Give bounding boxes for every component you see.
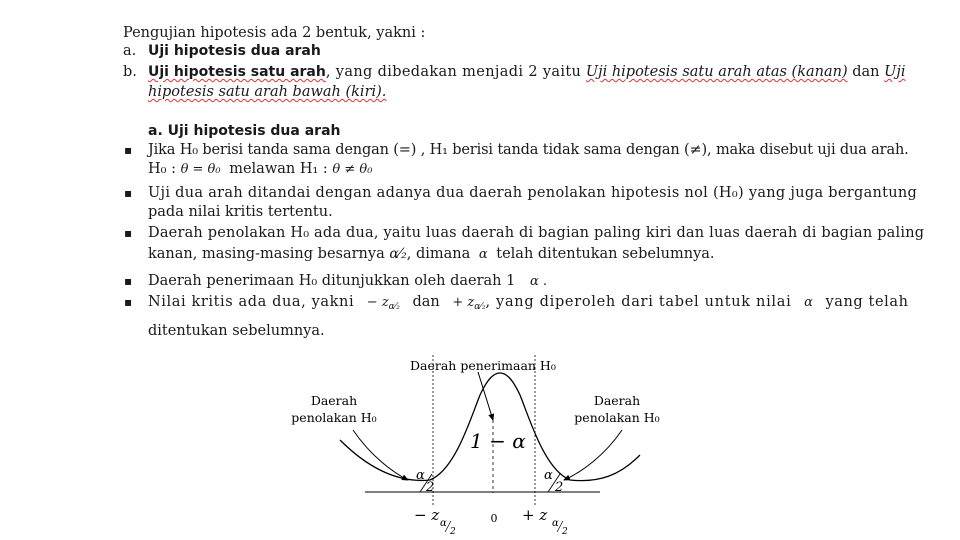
bullet-3-alpha-half: α⁄₂: [389, 246, 407, 262]
bullet-3-mid: , dimana: [406, 246, 471, 262]
intro-item-b-italic2a: Uji: [884, 64, 906, 80]
bullet-5-suffix: yang telah: [825, 294, 909, 310]
bullet-5-mid: , yang diperoleh dari tabel untuk nilai: [485, 294, 792, 310]
bullet-1-math-h1: θ ≠ θ₀: [332, 162, 373, 177]
right-tail-two: 2: [555, 480, 564, 495]
bullet-1-line1: Jika H₀ berisi tanda sama dengan (=) , H₁ berisi tanda tidak sama dengan (≠), maka disebut uji dua arah.: [148, 142, 909, 158]
bullet-1-math-h0: θ = θ₀: [180, 162, 221, 177]
intro-item-b-italic2b: hipotesis satu arah bawah (kiri).: [148, 84, 387, 100]
intro-item-b-marker: b.: [123, 64, 137, 80]
left-rejection-label-1: Daerah: [310, 393, 358, 408]
intro-item-b-mid: , yang dibedakan menjadi 2 yaitu: [325, 64, 582, 80]
pos-z-sub-alpha: α: [552, 518, 559, 529]
bullet-5-pos-z-sub: α⁄₂: [474, 302, 486, 312]
right-tail-alpha: α: [544, 468, 553, 483]
intro-item-a-label: Uji hipotesis dua arah: [148, 43, 321, 59]
bullet-1-marker: ▪: [124, 143, 133, 157]
bullet-2-line2: pada nilai kritis tertentu.: [148, 204, 333, 220]
bullet-5-alpha: α: [804, 295, 813, 310]
bullet-3-prefix: kanan, masing-masing besarnya: [148, 246, 385, 262]
bullet-4-text: Daerah penerimaan H₀ ditunjukkan oleh daerah 1: [148, 273, 516, 289]
left-rejection-arrow: [353, 430, 408, 480]
bullet-5-pos-z: + z: [452, 295, 475, 310]
bullet-2-line1: Uji dua arah ditandai dengan adanya dua daerah penolakan hipotesis nol (H₀) yang juga bergantung: [148, 185, 918, 201]
neg-z-sub-alpha: α: [440, 518, 447, 529]
pos-z-label: + z: [522, 506, 548, 524]
bullet-4-marker: ▪: [124, 274, 133, 288]
intro-item-b-label: Uji hipotesis satu arah: [148, 64, 326, 80]
left-rejection-label-2: penolakan H₀: [291, 410, 377, 425]
bullet-1-h0: H₀ :: [148, 161, 176, 177]
section-heading: a. Uji hipotesis dua arah: [148, 123, 341, 139]
bullet-5-line2: ditentukan sebelumnya.: [148, 323, 325, 339]
zero-label: 0: [490, 512, 498, 525]
bullet-5-neg-z: − z: [366, 295, 389, 310]
right-rejection-arrow: [564, 430, 622, 480]
left-tail-two: 2: [426, 480, 435, 495]
bullet-3-marker: ▪: [124, 226, 133, 240]
bullet-5-prefix: Nilai kritis ada dua, yakni: [148, 294, 355, 310]
pos-z-sub-two: 2: [562, 527, 568, 537]
intro-item-a-marker: a.: [123, 43, 137, 59]
intro-item-b-and: dan: [852, 64, 880, 80]
acceptance-label: Daerah penerimaan H₀: [410, 358, 556, 373]
neg-z-sub-two: 2: [450, 527, 456, 537]
bullet-3-suffix: telah ditentukan sebelumnya.: [496, 246, 715, 262]
left-tail-alpha: α: [416, 468, 425, 483]
right-rejection-label-1: Daerah: [593, 393, 641, 408]
intro-item-b-italic1: Uji hipotesis satu arah atas (kanan): [585, 64, 848, 80]
bullet-1-versus: melawan H₁ :: [229, 161, 328, 177]
bullet-3-line1: Daerah penolakan H₀ ada dua, yaitu luas daerah di bagian paling kiri dan luas daerah di bagian paling: [148, 225, 925, 241]
intro-heading: Pengujian hipotesis ada 2 bentuk, yakni :: [123, 25, 426, 41]
bullet-4-alpha: α .: [529, 274, 548, 289]
right-rejection-label-2: penolakan H₀: [574, 410, 660, 425]
bullet-5-marker: ▪: [124, 295, 133, 309]
bullet-3-alpha: α: [478, 247, 488, 262]
bullet-2-marker: ▪: [124, 186, 133, 200]
bullet-5-neg-z-sub: α⁄₂: [388, 302, 400, 312]
neg-z-label: − z: [414, 506, 440, 524]
acceptance-area-label: 1 − α: [470, 429, 526, 453]
bullet-5-and: dan: [412, 294, 440, 310]
